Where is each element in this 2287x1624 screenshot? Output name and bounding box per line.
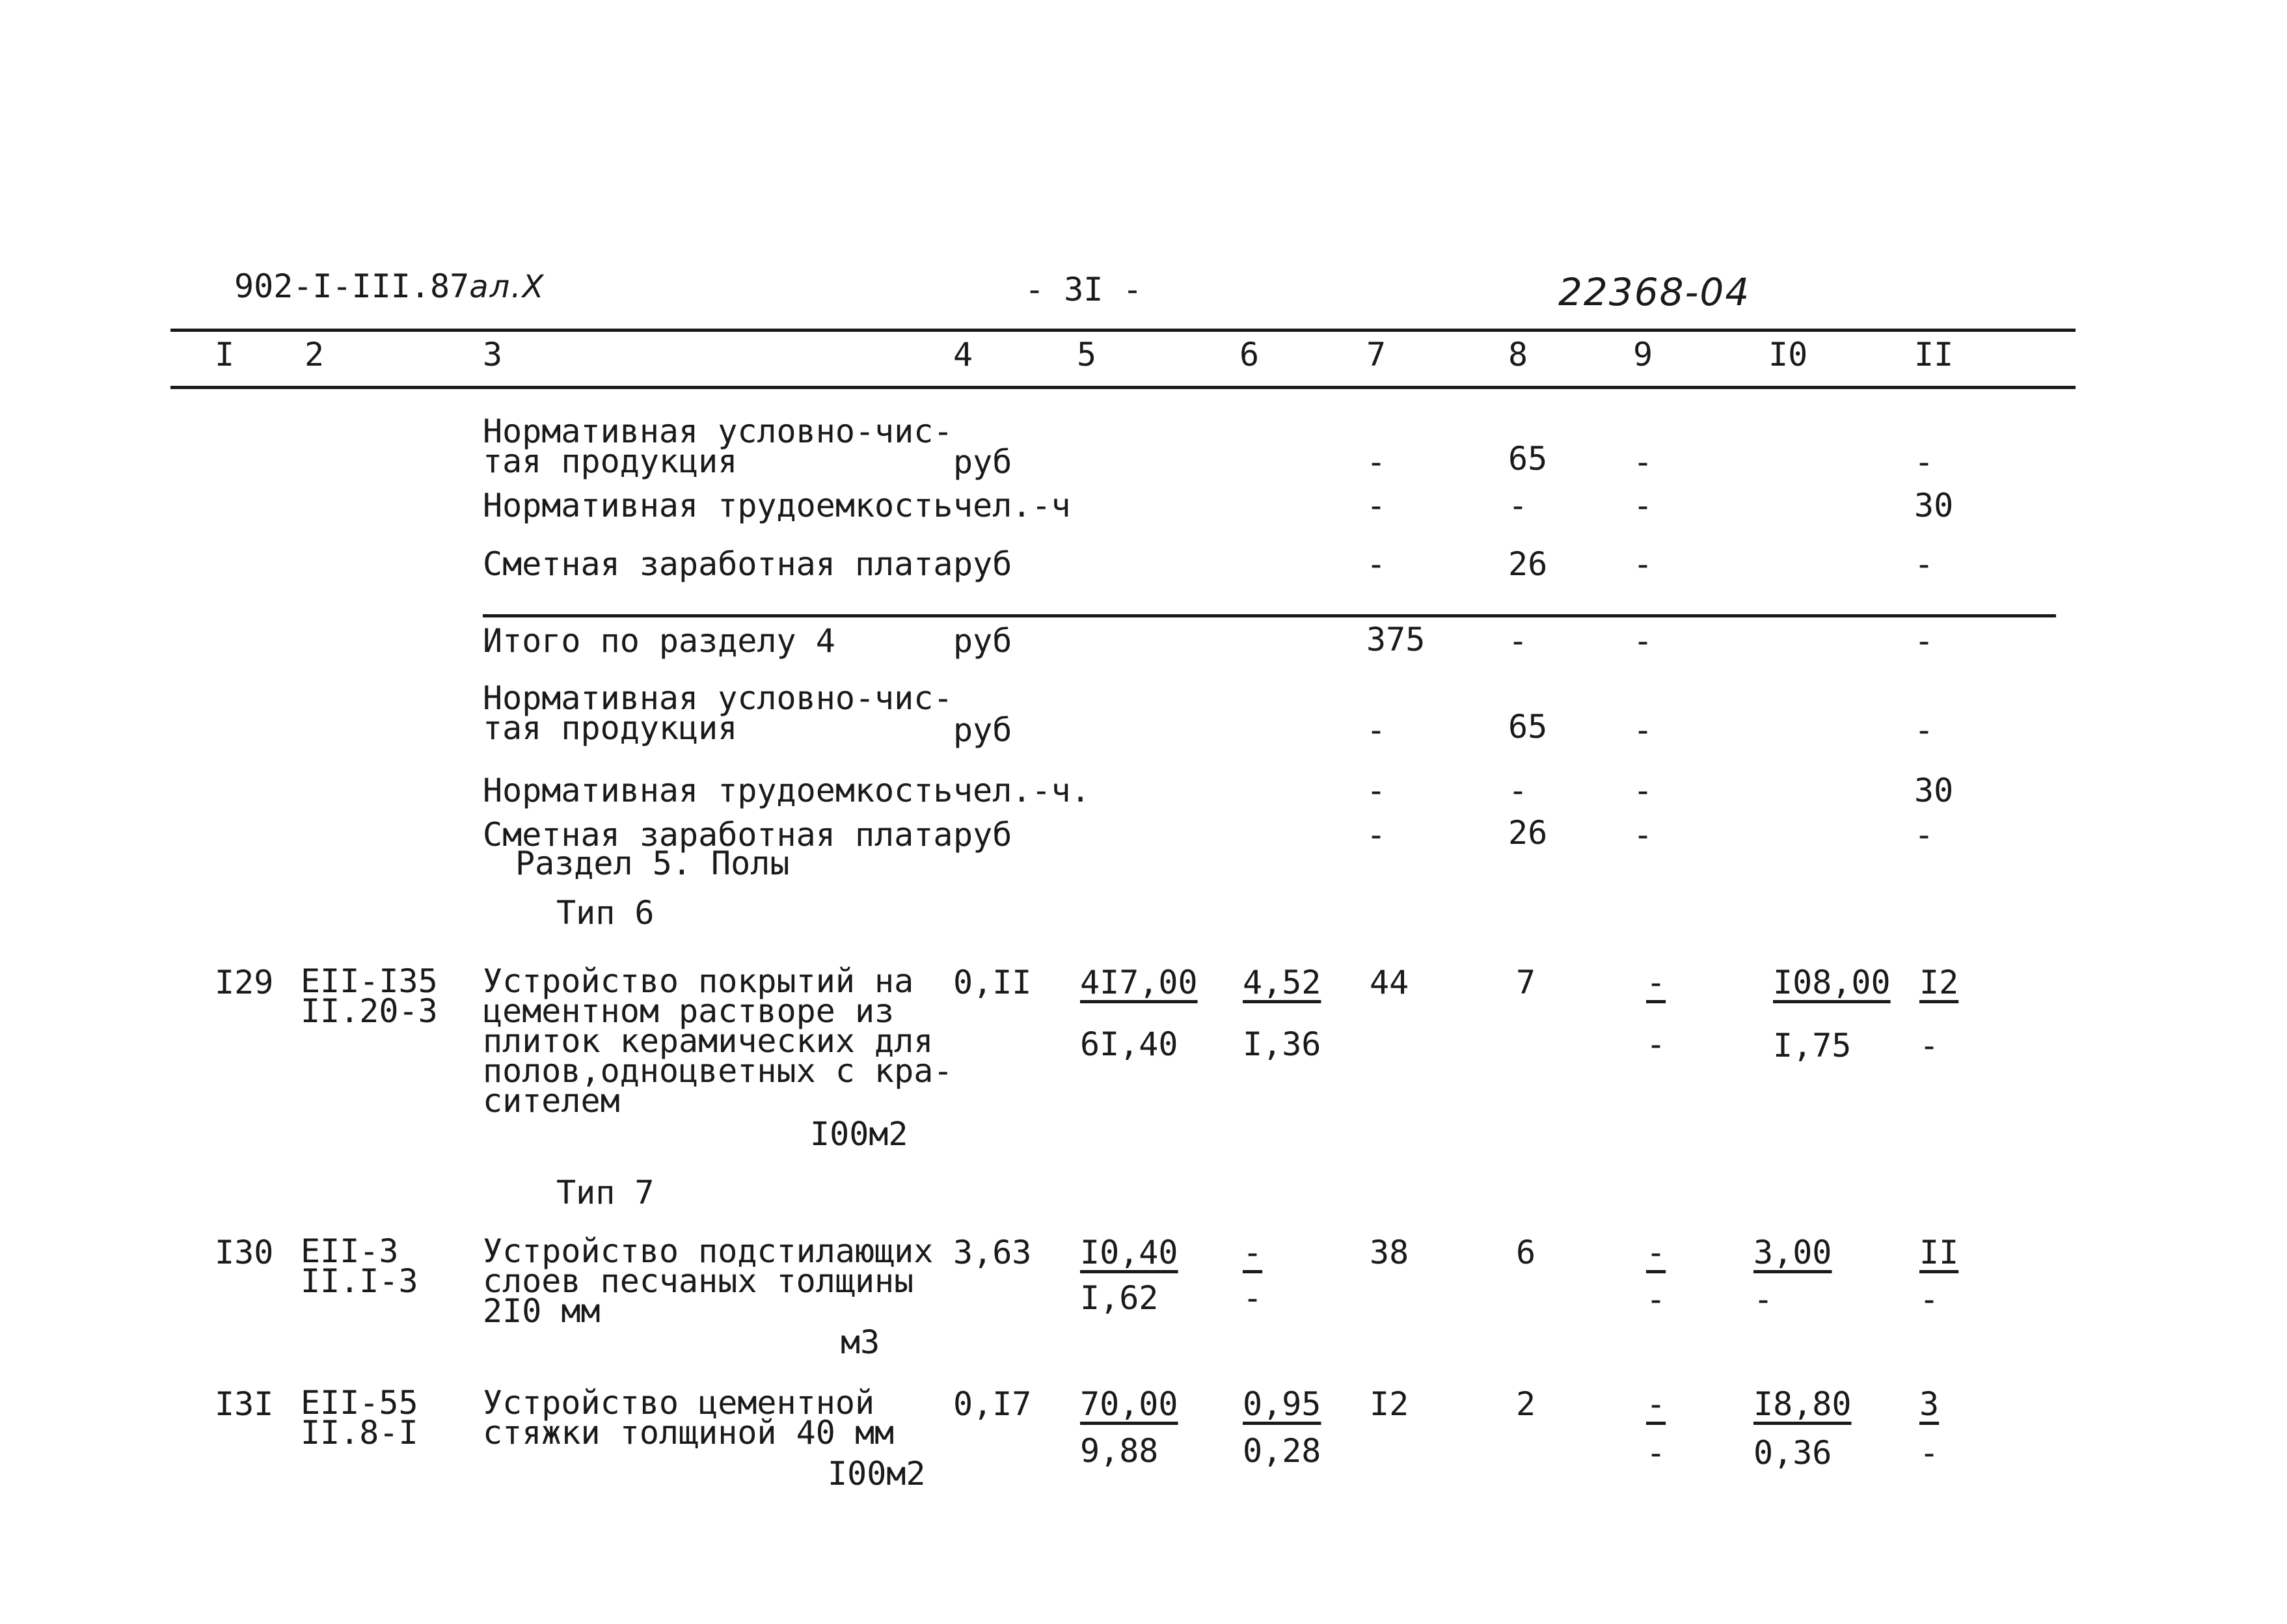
type7-label: Тип 7 (556, 1174, 655, 1211)
row130-col9-bottom: - (1646, 1280, 1666, 1318)
labor-col8: - (1508, 487, 1528, 524)
row129-col11-top: I2 (1919, 964, 1959, 1001)
total-label: Итого по разделу 4 (483, 622, 835, 660)
row130-number: I30 (215, 1234, 274, 1271)
wage-label: Сметная заработная плата (483, 545, 953, 583)
row130-col6-top: - (1243, 1234, 1263, 1271)
row130-col5-bottom: I,62 (1080, 1279, 1159, 1317)
total-labor-unit: чел.-ч. (953, 772, 1090, 809)
total-ncp-label: Нормативная условно-чис- тая продукция (483, 679, 953, 747)
ncp-col11: - (1914, 443, 1934, 481)
total-col7: 375 (1366, 621, 1426, 658)
row131-col4: 0,I7 (953, 1385, 1032, 1423)
total-labor-col8: - (1508, 772, 1528, 809)
total-col8: - (1508, 622, 1528, 660)
total-labor-col7: - (1366, 772, 1387, 809)
total-wage-col8: 26 (1508, 814, 1548, 852)
col-header-3: 3 (483, 336, 503, 373)
total-ncp-col11: - (1914, 711, 1934, 749)
row130-col8: 6 (1516, 1234, 1536, 1271)
row131-code: EII-55 II.8-I (301, 1384, 418, 1452)
total-ncp-col8: 65 (1508, 708, 1548, 746)
wage-col9: - (1633, 545, 1653, 583)
row129-col6-top: 4,52 (1243, 964, 1321, 1001)
subtotal-rule (483, 614, 2056, 617)
row130-col7: 38 (1370, 1234, 1409, 1271)
row129-col6-bottom: I,36 (1243, 1025, 1321, 1063)
total-wage-unit: руб (953, 816, 1012, 854)
total-col11: - (1914, 622, 1934, 660)
total-wage-col11: - (1914, 816, 1934, 854)
total-labor-label: Нормативная трудоемкость (483, 772, 953, 809)
row129-col10-bottom: I,75 (1773, 1027, 1852, 1064)
total-ncp-unit: руб (953, 711, 1012, 749)
wage-col7: - (1366, 545, 1387, 583)
row131-col9-bottom: - (1646, 1434, 1666, 1472)
row129-col7: 44 (1370, 964, 1409, 1001)
row130-col11-top: II (1919, 1234, 1959, 1271)
ncp-col9: - (1633, 443, 1653, 481)
ncp-unit: руб (953, 443, 1012, 481)
row130-code: EII-3 II.I-3 (301, 1232, 418, 1300)
wage-unit: руб (953, 545, 1012, 583)
total-ncp-col9: - (1633, 711, 1653, 749)
row131-col9-top: - (1646, 1385, 1666, 1423)
row130-col9-top: - (1646, 1234, 1666, 1271)
row131-col6-top: 0,95 (1243, 1385, 1321, 1423)
labor-col9: - (1633, 487, 1653, 524)
labor-col11: 30 (1914, 487, 1954, 524)
total-labor-col11: 30 (1914, 772, 1954, 809)
total-wage-col7: - (1366, 816, 1387, 854)
total-unit: руб (953, 622, 1012, 660)
wage-col8: 26 (1508, 545, 1548, 583)
row129-col4: 0,II (953, 964, 1032, 1001)
row130-unit: м3 (841, 1323, 880, 1361)
row131-col5-top: 70,00 (1080, 1385, 1178, 1423)
table-header-rule (170, 386, 2076, 389)
row131-col6-bottom: 0,28 (1243, 1432, 1321, 1470)
total-ncp-col7: - (1366, 711, 1387, 749)
col-header-8: 8 (1508, 336, 1528, 373)
row130-col10-top: 3,00 (1753, 1234, 1832, 1271)
row130-col6-bottom: - (1243, 1279, 1263, 1317)
row131-col10-top: I8,80 (1753, 1385, 1852, 1423)
col-header-1: I (215, 336, 235, 373)
total-col9: - (1633, 622, 1653, 660)
col-header-6: 6 (1239, 336, 1260, 373)
row130-col10-bottom: - (1753, 1280, 1774, 1318)
section5-title: Раздел 5. Полы (515, 845, 790, 882)
row131-unit: I00м2 (828, 1455, 926, 1493)
row130-col11-bottom: - (1919, 1280, 1940, 1318)
ncp-col8: 65 (1508, 440, 1548, 478)
row129-col11-bottom: - (1919, 1027, 1940, 1064)
row129-col9-bottom: - (1646, 1025, 1666, 1063)
row130-col4: 3,63 (953, 1234, 1032, 1271)
col-header-11: II (1914, 336, 1954, 373)
labor-label: Нормативная трудоемкость (483, 487, 953, 524)
col-header-5: 5 (1077, 336, 1097, 373)
col-header-4: 4 (953, 336, 973, 373)
ncp-label: Нормативная условно-чис- тая продукция (483, 413, 953, 480)
document-code: 902-I-III.87ал.X (234, 267, 545, 305)
row131-number: I3I (215, 1385, 274, 1423)
col-header-10: I0 (1768, 336, 1808, 373)
col-header-7: 7 (1366, 336, 1387, 373)
wage-col11: - (1914, 545, 1934, 583)
row129-unit: I00м2 (810, 1115, 908, 1153)
row129-col8: 7 (1516, 964, 1536, 1001)
row129-description: Устройство покрытий на цементном растворе из плиток керамических для полов,одноцветных с кра- сителем (483, 962, 953, 1120)
row129-code: EII-I35 II.20-3 (301, 962, 438, 1030)
type6-label: Тип 6 (556, 894, 655, 932)
row130-description: Устройство подстилающих слоев песчаных толщины 2I0 мм (483, 1232, 934, 1330)
page-number: - 3I - (1025, 271, 1143, 308)
row129-col5-bottom: 6I,40 (1080, 1025, 1178, 1063)
row129-col9-top: - (1646, 964, 1666, 1001)
table-top-rule (170, 329, 2076, 332)
labor-col7: - (1366, 487, 1387, 524)
row131-description: Устройство цементной стяжки толщиной 40 мм (483, 1384, 895, 1452)
ncp-col7: - (1366, 443, 1387, 481)
row131-col10-bottom: 0,36 (1753, 1434, 1832, 1472)
row129-col10-top: I08,00 (1773, 964, 1891, 1001)
labor-unit: чел.-ч (953, 487, 1071, 524)
total-labor-col9: - (1633, 772, 1653, 809)
total-wage-col9: - (1633, 816, 1653, 854)
row131-col11-top: 3 (1919, 1385, 1940, 1423)
archive-number: 22368-04 (1558, 270, 1751, 314)
col-header-9: 9 (1633, 336, 1653, 373)
row131-col8: 2 (1516, 1385, 1536, 1423)
row131-col7: I2 (1370, 1385, 1409, 1423)
row129-col5-top: 4I7,00 (1080, 964, 1198, 1001)
row131-col11-bottom: - (1919, 1434, 1940, 1472)
total-wage-label: Сметная заработная плата (483, 816, 953, 854)
row130-col5-top: I0,40 (1080, 1234, 1178, 1271)
col-header-2: 2 (304, 336, 325, 373)
row131-col5-bottom: 9,88 (1080, 1432, 1159, 1470)
row129-number: I29 (215, 964, 274, 1001)
